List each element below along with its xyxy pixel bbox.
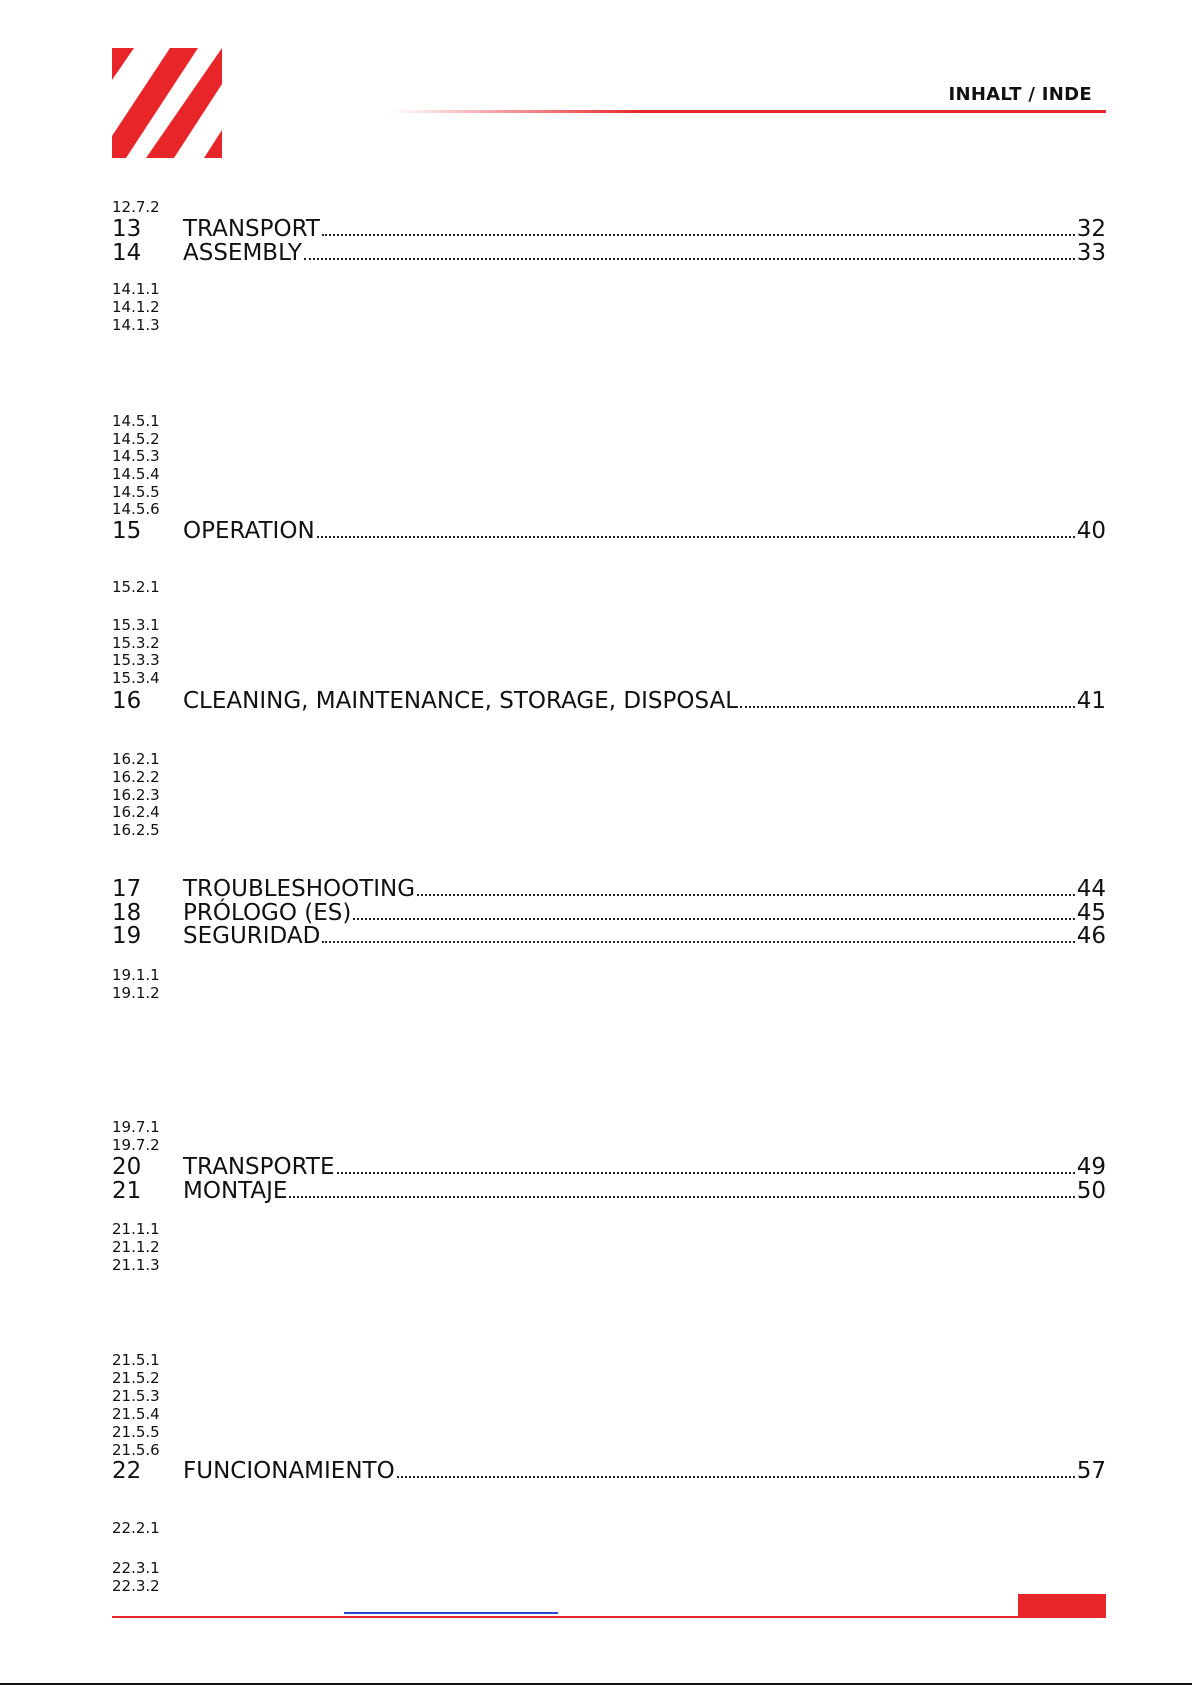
dot-leader: [304, 258, 1075, 260]
toc-subentry-number[interactable]: 22.2.1: [112, 1519, 160, 1537]
dot-leader: [397, 1476, 1075, 1478]
toc-subentry-number[interactable]: 21.5.2: [112, 1369, 160, 1387]
toc-entry-page: 32: [1076, 216, 1106, 242]
toc-entry-page: 46: [1076, 923, 1106, 949]
toc-entry-page: 44: [1076, 876, 1106, 902]
dot-leader: [417, 894, 1075, 896]
toc-entry-page: 33: [1076, 240, 1106, 266]
toc-entry-number: 18: [112, 900, 142, 926]
toc-subentry-number[interactable]: 14.1.1: [112, 280, 160, 298]
toc-entry-page: 57: [1076, 1458, 1106, 1484]
toc-entry-number: 17: [112, 876, 142, 902]
toc-subentry-number[interactable]: 21.5.5: [112, 1423, 160, 1441]
toc-subentry-number[interactable]: 14.5.5: [112, 483, 160, 501]
toc-entry-page: 50: [1076, 1178, 1106, 1204]
toc-subentry-number[interactable]: 15.3.1: [112, 616, 160, 634]
toc-subentry-number[interactable]: 15.3.4: [112, 669, 160, 687]
toc-entry-leader-row: [183, 1458, 1106, 1484]
toc-entry-page: 45: [1076, 900, 1106, 926]
toc-entry-title: TROUBLESHOOTING: [183, 876, 416, 902]
dot-leader: [353, 918, 1074, 920]
dot-leader: [740, 706, 1075, 708]
toc-subentry-number[interactable]: 21.1.1: [112, 1220, 160, 1238]
toc-entry-title: TRANSPORT: [183, 216, 320, 242]
toc-subentry-number[interactable]: 14.5.3: [112, 447, 160, 465]
toc-subentry-number[interactable]: 19.7.1: [112, 1118, 160, 1136]
toc-entry-title: MONTAJE: [183, 1178, 288, 1204]
toc-subentry-number[interactable]: 14.1.2: [112, 298, 160, 316]
toc-subentry-number[interactable]: 12.7.2: [112, 198, 160, 216]
toc-entry-leader-row: [183, 240, 1106, 266]
toc-entry[interactable]: [112, 518, 1106, 544]
toc-entry-number: 13: [112, 216, 142, 242]
toc-subentry-number[interactable]: 15.3.2: [112, 634, 160, 652]
toc-entry-leader-row: [183, 1178, 1106, 1204]
toc-entry-title: PRÓLOGO (ES): [183, 900, 352, 926]
toc-entry-leader-row: [183, 923, 1106, 949]
page-header-title: INHALT / INDE: [948, 84, 1092, 105]
toc-entry-leader-row: [183, 876, 1106, 902]
toc-entry[interactable]: [112, 216, 1106, 242]
toc-entry-leader-row: [183, 1154, 1106, 1180]
toc-entry[interactable]: [112, 876, 1106, 902]
dot-leader: [317, 536, 1075, 538]
dot-leader: [322, 941, 1074, 943]
toc-entry[interactable]: [112, 1458, 1106, 1484]
toc-subentry-number[interactable]: 16.2.4: [112, 803, 160, 821]
toc-subentry-number[interactable]: 15.3.3: [112, 651, 160, 669]
toc-entry-number: 15: [112, 518, 142, 544]
toc-entry[interactable]: [112, 1178, 1106, 1204]
header-rule: [390, 110, 1106, 113]
toc-subentry-number[interactable]: 21.1.2: [112, 1238, 160, 1256]
toc-entry-title: ASSEMBLY: [183, 240, 302, 266]
toc-subentry-number[interactable]: 16.2.2: [112, 768, 160, 786]
toc-subentry-number[interactable]: 19.1.2: [112, 984, 160, 1002]
toc-subentry-number[interactable]: 14.5.1: [112, 412, 160, 430]
toc-subentry-number[interactable]: 14.1.3: [112, 316, 160, 334]
toc-subentry-number[interactable]: 21.5.4: [112, 1405, 160, 1423]
toc-subentry-number[interactable]: 21.5.3: [112, 1387, 160, 1405]
toc-entry-number: 19: [112, 923, 142, 949]
toc-entry-number: 20: [112, 1154, 142, 1180]
toc-subentry-number[interactable]: 21.5.6: [112, 1441, 160, 1459]
page-number-box: [1018, 1594, 1106, 1618]
toc-entry-leader-row: [183, 688, 1106, 714]
toc-entry[interactable]: [112, 1154, 1106, 1180]
toc-subentry-number[interactable]: 16.2.1: [112, 750, 160, 768]
toc-entry[interactable]: [112, 240, 1106, 266]
toc-entry-title: SEGURIDAD: [183, 923, 321, 949]
toc-subentry-number[interactable]: 19.7.2: [112, 1136, 160, 1154]
dot-leader: [289, 1196, 1074, 1198]
toc-entry-page: 49: [1076, 1154, 1106, 1180]
toc-subentry-number[interactable]: 15.2.1: [112, 578, 160, 596]
toc-entry-page: 40: [1076, 518, 1106, 544]
toc-entry[interactable]: [112, 688, 1106, 714]
toc-subentry-number[interactable]: 14.5.4: [112, 465, 160, 483]
toc-subentry-number[interactable]: 21.1.3: [112, 1256, 160, 1274]
toc-entry-number: 16: [112, 688, 142, 714]
toc-entry-title: CLEANING, MAINTENANCE, STORAGE, DISPOSAL: [183, 688, 739, 714]
toc-subentry-number[interactable]: 16.2.3: [112, 786, 160, 804]
toc-entry-leader-row: [183, 216, 1106, 242]
toc-subentry-number[interactable]: 14.5.2: [112, 430, 160, 448]
toc-entry-number: 14: [112, 240, 142, 266]
footer-link-underline[interactable]: [344, 1612, 558, 1614]
toc-subentry-number[interactable]: 19.1.1: [112, 966, 160, 984]
toc-entry-title: TRANSPORTE: [183, 1154, 335, 1180]
dot-leader: [322, 234, 1075, 236]
footer-rule: [112, 1616, 1106, 1618]
toc-entry-number: 21: [112, 1178, 142, 1204]
toc-subentry-number[interactable]: 14.5.6: [112, 500, 160, 518]
dot-leader: [337, 1172, 1075, 1174]
toc-subentry-number[interactable]: 22.3.1: [112, 1559, 160, 1577]
brand-logo-icon: [112, 48, 222, 158]
toc-entry-page: 41: [1076, 688, 1106, 714]
toc-entry-number: 22: [112, 1458, 142, 1484]
toc-entry-title: FUNCIONAMIENTO: [183, 1458, 395, 1484]
toc-subentry-number[interactable]: 21.5.1: [112, 1351, 160, 1369]
toc-entry[interactable]: [112, 923, 1106, 949]
toc-subentry-number[interactable]: 22.3.2: [112, 1577, 160, 1595]
toc-entry-leader-row: [183, 518, 1106, 544]
toc-entry-title: OPERATION: [183, 518, 315, 544]
toc-subentry-number[interactable]: 16.2.5: [112, 821, 160, 839]
